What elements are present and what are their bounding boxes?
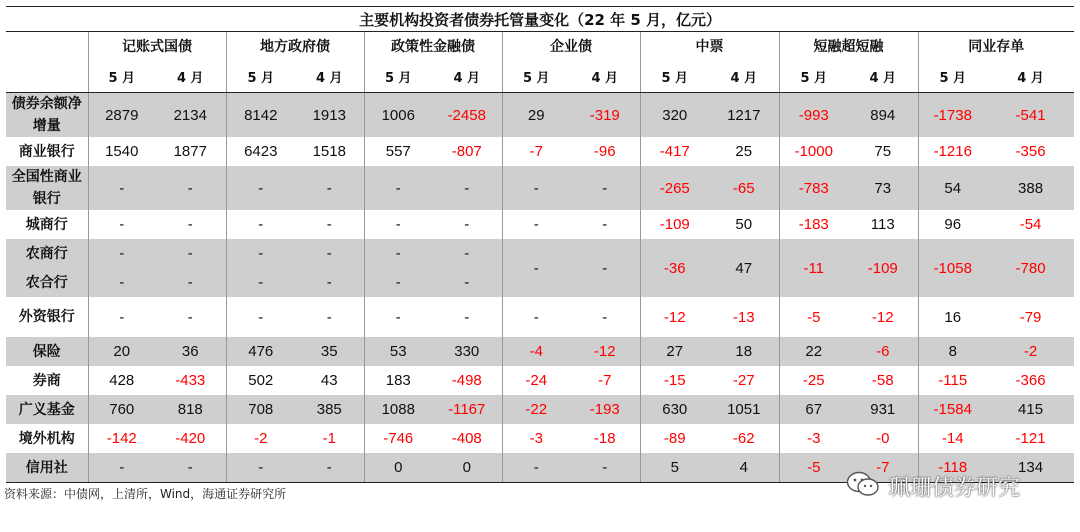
month-header: 5 月 — [226, 60, 295, 93]
value-cell: 1913 — [295, 93, 364, 138]
value-cell: - — [502, 239, 570, 297]
month-header: 4 月 — [295, 60, 364, 93]
value-cell: 0 — [432, 453, 502, 483]
value-cell: -498 — [451, 372, 482, 389]
value-cell: 894 — [848, 93, 918, 138]
table-row — [6, 239, 1074, 268]
value-cell: -7 — [502, 137, 570, 166]
value-cell: 8142 — [226, 93, 295, 138]
watermark — [846, 470, 1020, 502]
row-label: 全国性商业银行 — [6, 166, 88, 210]
value-cell: 1088 — [364, 395, 432, 424]
value-cell: 36 — [155, 337, 226, 366]
group-header: 同业存单 — [918, 32, 1074, 61]
row-label: 债券余额净增量 — [6, 93, 88, 138]
value-cell: -58 — [871, 372, 894, 389]
value-cell: 708 — [226, 395, 295, 424]
value-cell: -5 — [779, 453, 848, 483]
value-cell: 54 — [918, 166, 987, 210]
value-cell: 502 — [226, 366, 295, 395]
row-label: 保险 — [6, 337, 88, 366]
value-cell: - — [464, 216, 470, 233]
value-cell: -12 — [871, 308, 894, 326]
value-cell: - — [88, 268, 155, 297]
value-cell: - — [226, 297, 295, 337]
value-cell: - — [226, 268, 295, 297]
value-cell: 75 — [874, 143, 892, 160]
value-cell: - — [364, 166, 432, 210]
value-cell: -2 — [987, 337, 1074, 366]
value-cell: - — [226, 210, 295, 239]
value-cell: -366 — [1015, 372, 1046, 389]
group-header: 记账式国债 — [88, 32, 226, 61]
value-cell: - — [364, 268, 432, 297]
bond-custody-table-container — [6, 6, 1074, 483]
value-cell: - — [88, 166, 155, 210]
value-cell: -15 — [640, 366, 709, 395]
month-header: 4 月 — [987, 60, 1074, 93]
value-cell: -7 — [598, 372, 612, 389]
value-cell: -319 — [570, 93, 640, 138]
value-cell: - — [155, 453, 226, 483]
value-cell: - — [464, 308, 470, 326]
value-cell: -1738 — [918, 93, 987, 138]
value-cell: - — [155, 239, 226, 268]
value-cell: -12 — [640, 297, 709, 337]
value-cell: -54 — [1019, 216, 1042, 233]
value-cell: - — [226, 453, 295, 483]
value-cell: 1217 — [709, 93, 779, 138]
value-cell: 47 — [709, 239, 779, 297]
value-cell: - — [570, 166, 640, 210]
month-header: 5 月 — [364, 60, 432, 93]
value-cell: 27 — [640, 337, 709, 366]
value-cell: 53 — [364, 337, 432, 366]
group-header-row — [6, 32, 1074, 61]
value-cell: -6 — [848, 337, 918, 366]
value-cell: -96 — [593, 143, 616, 160]
value-cell: 630 — [640, 395, 709, 424]
value-cell: 1540 — [88, 137, 155, 166]
value-cell: - — [602, 308, 608, 326]
value-cell: - — [187, 216, 193, 233]
value-cell: - — [88, 297, 155, 337]
value-cell: 43 — [320, 372, 338, 389]
row-label: 农合行 — [6, 268, 88, 297]
value-cell: 20 — [88, 337, 155, 366]
value-cell: -121 — [1015, 430, 1046, 447]
value-cell: -433 — [175, 372, 206, 389]
value-cell: 320 — [640, 93, 709, 138]
value-cell: 760 — [88, 395, 155, 424]
value-cell: -7 — [848, 453, 918, 483]
value-cell: 50 — [735, 216, 753, 233]
value-cell: -109 — [848, 239, 918, 297]
table-title: 主要机构投资者债券托管量变化（22 年 5 月，亿元） — [6, 7, 1074, 32]
value-cell: -1584 — [918, 395, 987, 424]
month-header: 5 月 — [88, 60, 155, 93]
value-cell: - — [570, 453, 640, 483]
group-header: 企业债 — [502, 32, 640, 61]
value-cell: 18 — [709, 337, 779, 366]
value-cell: 330 — [432, 337, 502, 366]
value-cell: - — [364, 210, 432, 239]
row-label: 农商行 — [6, 239, 88, 268]
value-cell: -541 — [987, 93, 1074, 138]
value-cell: -22 — [502, 395, 570, 424]
value-cell: 1006 — [364, 93, 432, 138]
row-label: 信用社 — [6, 453, 88, 483]
table-row — [6, 210, 1074, 239]
value-cell: -3 — [779, 424, 848, 453]
value-cell: - — [295, 239, 364, 268]
row-label: 城商行 — [25, 216, 68, 233]
row-label: 境外机构 — [18, 430, 75, 447]
wechat-icon — [846, 470, 880, 502]
month-header: 4 月 — [848, 60, 918, 93]
table-row — [6, 424, 1074, 453]
value-cell: 29 — [502, 93, 570, 138]
table-row — [6, 137, 1074, 166]
table-row — [6, 366, 1074, 395]
month-header: 4 月 — [570, 60, 640, 93]
value-cell: 1877 — [173, 143, 207, 160]
group-header: 地方政府债 — [226, 32, 364, 61]
value-cell: - — [502, 297, 570, 337]
watermark-text: 珮珊债券研究 — [888, 475, 1021, 501]
month-header: 4 月 — [155, 60, 226, 93]
value-cell: -0 — [876, 430, 890, 447]
value-cell: -11 — [779, 239, 848, 297]
value-cell: - — [295, 268, 364, 297]
group-header: 政策性金融债 — [364, 32, 502, 61]
month-header: 5 月 — [640, 60, 709, 93]
value-cell: -780 — [987, 239, 1074, 297]
value-cell: -115 — [918, 366, 987, 395]
value-cell: -25 — [779, 366, 848, 395]
value-cell: -193 — [570, 395, 640, 424]
value-cell: -5 — [779, 297, 848, 337]
value-cell: - — [295, 453, 364, 483]
value-cell: -62 — [732, 430, 755, 447]
value-cell: -1216 — [918, 137, 987, 166]
value-cell: 1518 — [312, 143, 346, 160]
group-header: 中票 — [640, 32, 779, 61]
value-cell: -783 — [779, 166, 848, 210]
table-row — [6, 337, 1074, 366]
value-cell: 476 — [226, 337, 295, 366]
value-cell: -417 — [640, 137, 709, 166]
value-cell: 385 — [295, 395, 364, 424]
value-cell: -142 — [88, 424, 155, 453]
row-label: 广义基金 — [6, 395, 88, 424]
value-cell: -14 — [918, 424, 987, 453]
value-cell: -109 — [640, 210, 709, 239]
value-cell: 818 — [155, 395, 226, 424]
value-cell: -12 — [570, 337, 640, 366]
value-cell: - — [88, 239, 155, 268]
value-cell: 25 — [735, 143, 753, 160]
value-cell: - — [88, 210, 155, 239]
value-cell: 388 — [987, 166, 1074, 210]
value-cell: 4 — [709, 453, 779, 483]
value-cell: 183 — [364, 366, 432, 395]
value-cell: 2879 — [88, 93, 155, 138]
value-cell: -807 — [451, 143, 482, 160]
month-header: 4 月 — [709, 60, 779, 93]
value-cell: 5 — [640, 453, 709, 483]
value-cell: -27 — [732, 372, 755, 389]
corner-cell — [6, 60, 88, 93]
value-cell: -1058 — [918, 239, 987, 297]
bond-custody-table — [6, 6, 1074, 483]
value-cell: - — [326, 216, 332, 233]
value-cell: 16 — [918, 297, 987, 337]
table-row — [6, 93, 1074, 138]
value-cell: 931 — [848, 395, 918, 424]
value-cell: -1000 — [779, 137, 848, 166]
month-header-row — [6, 60, 1074, 93]
value-cell: - — [88, 453, 155, 483]
value-cell: 0 — [364, 453, 432, 483]
value-cell: -65 — [709, 166, 779, 210]
value-cell: - — [226, 239, 295, 268]
value-cell: 6423 — [226, 137, 295, 166]
value-cell: - — [155, 268, 226, 297]
source-footnote: 资料来源：中债网，上清所，Wind，海通证券研究所 — [4, 487, 287, 501]
value-cell: - — [295, 166, 364, 210]
value-cell: - — [432, 239, 502, 268]
value-cell: - — [570, 239, 640, 297]
value-cell: 96 — [918, 210, 987, 239]
value-cell: - — [432, 166, 502, 210]
month-header: 4 月 — [432, 60, 502, 93]
value-cell: -24 — [502, 366, 570, 395]
value-cell: -746 — [364, 424, 432, 453]
table-row — [6, 395, 1074, 424]
value-cell: 557 — [364, 137, 432, 166]
month-header: 5 月 — [502, 60, 570, 93]
month-header: 5 月 — [779, 60, 848, 93]
value-cell: - — [364, 297, 432, 337]
value-cell: -2458 — [432, 93, 502, 138]
value-cell: -4 — [502, 337, 570, 366]
value-cell: 67 — [779, 395, 848, 424]
table-row — [6, 297, 1074, 337]
value-cell: -356 — [1015, 143, 1046, 160]
value-cell: 35 — [295, 337, 364, 366]
corner-cell — [6, 32, 88, 61]
value-cell: -183 — [779, 210, 848, 239]
value-cell: -993 — [779, 93, 848, 138]
value-cell: 428 — [88, 366, 155, 395]
value-cell: -18 — [593, 430, 616, 447]
value-cell: -89 — [640, 424, 709, 453]
value-cell: - — [502, 166, 570, 210]
value-cell: -118 — [918, 453, 987, 483]
value-cell: -265 — [640, 166, 709, 210]
row-label: 券商 — [32, 372, 61, 389]
value-cell: - — [364, 239, 432, 268]
table-row — [6, 166, 1074, 210]
value-cell: - — [155, 166, 226, 210]
value-cell: -13 — [732, 308, 755, 326]
value-cell: -420 — [175, 430, 206, 447]
value-cell: -1 — [322, 430, 336, 447]
value-cell: -79 — [1019, 308, 1042, 326]
value-cell: 415 — [987, 395, 1074, 424]
row-label: 商业银行 — [18, 143, 75, 160]
value-cell: -3 — [502, 424, 570, 453]
group-header: 短融超短融 — [779, 32, 918, 61]
value-cell: -408 — [451, 430, 482, 447]
value-cell: - — [226, 166, 295, 210]
value-cell: - — [432, 268, 502, 297]
value-cell: 113 — [870, 216, 895, 233]
value-cell: - — [502, 210, 570, 239]
value-cell: - — [602, 216, 608, 233]
value-cell: -2 — [226, 424, 295, 453]
row-label: 外资银行 — [18, 309, 75, 325]
value-cell: - — [326, 308, 332, 326]
value-cell: 1051 — [709, 395, 779, 424]
month-header: 5 月 — [918, 60, 987, 93]
value-cell: - — [502, 453, 570, 483]
value-cell: -36 — [640, 239, 709, 297]
value-cell: 73 — [848, 166, 918, 210]
value-cell: 134 — [987, 453, 1074, 483]
value-cell: 22 — [779, 337, 848, 366]
value-cell: 2134 — [155, 93, 226, 138]
value-cell: 8 — [918, 337, 987, 366]
value-cell: - — [187, 308, 193, 326]
value-cell: -1167 — [432, 395, 502, 424]
